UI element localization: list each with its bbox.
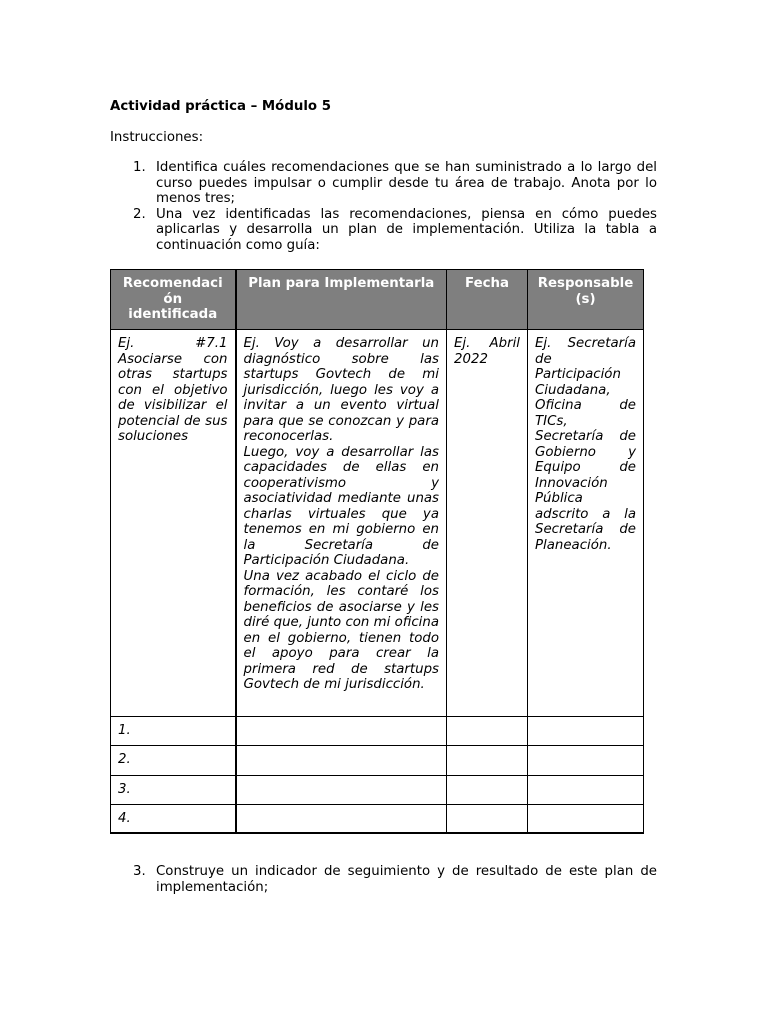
header-responsible: Responsable (s) <box>528 270 644 330</box>
table-row <box>111 804 644 833</box>
empty-date-cell <box>447 804 528 833</box>
table-row <box>111 717 644 746</box>
table-row <box>111 746 644 776</box>
empty-plan-cell <box>236 776 447 805</box>
step-text: Identifica cuáles recomendaciones que se han suministrado a lo largo del curso puedes impulsar o cumplir desde tu área de trabajo. Anota por lo menos tres; <box>156 160 657 206</box>
empty-date-cell <box>447 776 528 805</box>
step-text: Construye un indicador de seguimiento y de resultado de este plan de implementación; <box>156 864 657 895</box>
row-number: 4. <box>111 804 236 833</box>
empty-date-cell <box>447 746 528 776</box>
plan-paragraph: Una vez acabado el ciclo de formación, les contaré los beneficios de asociarse y les diré que, junto con mi oficina en el gobierno, tienen todo el apoyo para crear la primera red de startups Govtech de mi jurisdicción. <box>243 568 439 692</box>
page-title: Actividad práctica – Módulo 5 <box>110 99 332 114</box>
row-number: 1. <box>111 717 236 746</box>
recommendation-cell: Ej. #7.1 Asociarse con otras startups con el objetivo de visibilizar el potencial de sus soluciones <box>111 330 236 717</box>
empty-plan-cell <box>236 746 447 776</box>
step-text: Una vez identificadas las recomendaciones, piensa en cómo puedes aplicarlas y desarrolla un plan de implementación. Utiliza la tabla a continuación como guía: <box>156 206 657 253</box>
empty-responsible-cell <box>528 776 644 805</box>
instruction-step <box>110 160 657 207</box>
row-number: 3. <box>111 776 236 805</box>
table-header-row <box>111 270 644 330</box>
plan-cell <box>236 330 447 717</box>
plan-paragraph: Luego, voy a desarrollar las capacidades de ellas en cooperativismo y asociatividad mediante unas charlas virtuales que ya tenemos en mi gobierno en la Secretaría de Participación Ciudadana. <box>243 444 439 568</box>
instruction-step <box>110 207 657 254</box>
example-row <box>111 330 644 717</box>
responsible-cell: Ej. Secretaría de Participación Ciudadana, Oficina de TICs, Secretaría de Gobierno y Equipo de Innovación Pública adscrito a la Secretaría de Planeación. <box>528 330 644 717</box>
empty-date-cell <box>447 717 528 746</box>
implementation-plan-table <box>110 269 644 834</box>
row-number: 2. <box>111 746 236 776</box>
empty-responsible-cell <box>528 804 644 833</box>
empty-responsible-cell <box>528 717 644 746</box>
step-number: 1. <box>133 160 146 175</box>
empty-plan-cell <box>236 804 447 833</box>
date-cell: Ej. Abril 2022 <box>447 330 528 717</box>
table-row <box>111 776 644 805</box>
step-number: 3. <box>133 864 146 879</box>
step-number: 2. <box>133 206 146 222</box>
empty-responsible-cell <box>528 746 644 776</box>
plan-paragraph: Ej. Voy a desarrollar un diagnóstico sobre las startups Govtech de mi jurisdicción, luego les voy a invitar a un evento virtual para que se conozcan y para reconocerlas. <box>243 336 439 444</box>
instruction-step <box>110 864 657 895</box>
header-date: Fecha <box>447 270 528 330</box>
header-recommendation: Recomendación identificada <box>111 270 236 330</box>
instruction-steps <box>110 160 657 253</box>
empty-plan-cell <box>236 717 447 746</box>
header-plan: Plan para Implementarla <box>236 270 447 330</box>
instructions-label: Instrucciones: <box>110 130 204 145</box>
